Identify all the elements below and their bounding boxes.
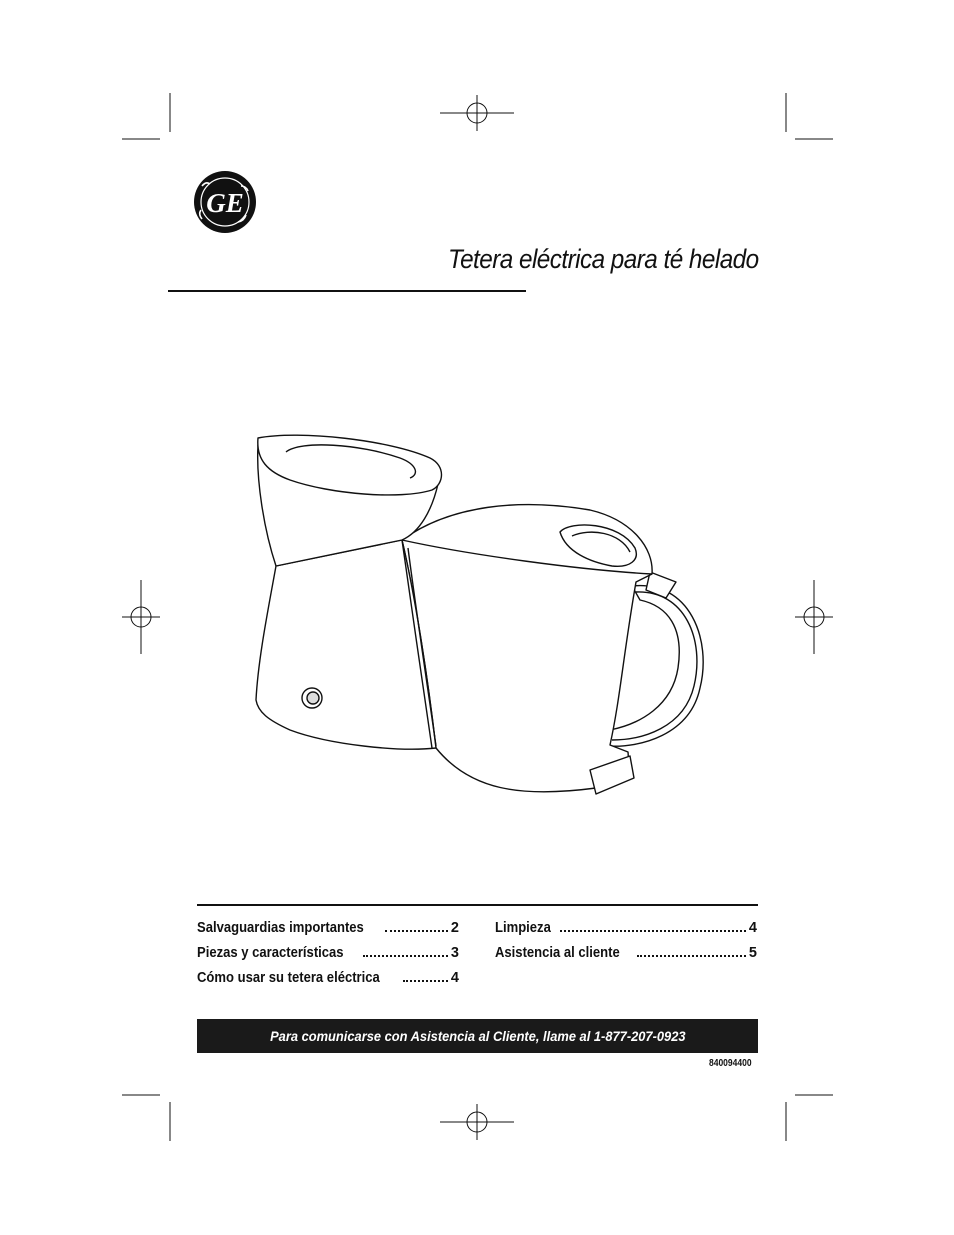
part-number: 840094400 [709,1058,752,1069]
document-title: Tetera eléctrica para té helado [448,244,759,274]
toc-item-label: Limpieza [495,920,551,936]
toc-leader [637,955,746,957]
toc-leader [403,980,448,982]
toc-item-label: Salvaguardias importantes [197,920,364,936]
toc-item-label: Cómo usar su tetera eléctrica [197,970,380,986]
toc-leader [385,930,448,932]
toc-item-customer-service[interactable] [495,945,757,965]
iced-tea-maker-illustration [256,435,703,794]
toc-item-page: 2 [450,920,459,936]
toc-item-safeguards[interactable] [197,920,459,940]
toc-item-page: 4 [450,970,459,986]
toc-item-page: 5 [748,945,757,961]
title-rule [168,290,526,292]
banner-text: Para comunicarse con Asistencia al Cliente, llame al 1-877-207-0923 [269,1028,686,1044]
toc-item-label: Piezas y características [197,945,344,961]
toc-leader [363,955,448,957]
toc-item-how-to-use[interactable] [197,970,459,990]
ge-monogram-icon [194,171,256,233]
toc-item-parts[interactable] [197,945,459,965]
toc-leader [560,930,746,932]
toc-item-cleaning[interactable] [495,920,757,940]
toc-item-page: 4 [748,920,757,936]
toc-item-label: Asistencia al cliente [495,945,620,961]
svg-text:GE: GE [206,188,244,218]
customer-service-banner [197,1019,758,1053]
toc-rule [197,904,758,906]
toc-item-page: 3 [450,945,459,961]
